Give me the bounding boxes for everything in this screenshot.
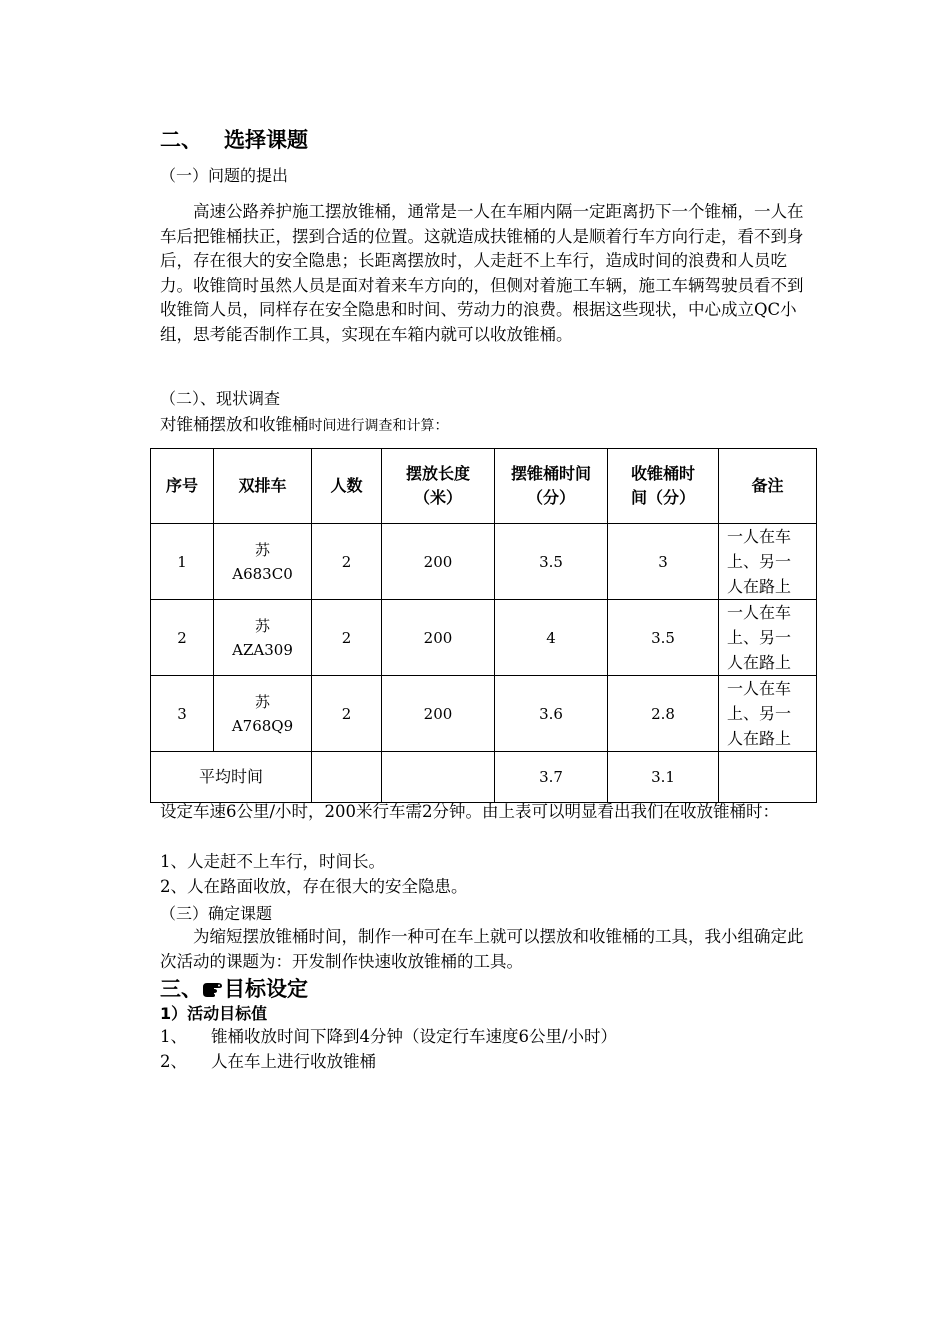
goal-2-number: 2、 <box>160 1052 187 1071</box>
header-collect-line1: 收锥桶时 <box>630 464 695 483</box>
survey-intro-part2: 时间进行调查和计算： <box>308 418 449 434</box>
cell-note <box>719 600 817 676</box>
section3-heading-text: 目标设定 <box>224 977 308 1001</box>
cell-place-time: 3.6 <box>495 676 608 752</box>
cell-collect-time: 2.8 <box>608 676 719 752</box>
point-2: 2、人在路面收放，存在很大的安全隐患。 <box>160 877 468 896</box>
goal-2-text: 人在车上进行收放锥桶 <box>211 1052 376 1071</box>
topic-paragraph: 为缩短摆放锥桶时间，制作一种可在车上就可以摆放和收锥桶的工具，我小组确定此次活动的课题为：开发制作快速收放锥桶的工具。 <box>160 927 804 971</box>
cell-people: 2 <box>312 676 382 752</box>
point-1: 1、人走赶不上车行，时间长。 <box>160 852 385 871</box>
subheading-topic: （三）确定课题 <box>160 904 273 923</box>
cell-length: 200 <box>382 600 495 676</box>
cell-no: 2 <box>151 600 214 676</box>
table-row <box>151 676 817 752</box>
header-vehicle: 双排车 <box>214 449 312 524</box>
table-header-row <box>151 449 817 524</box>
cell-note <box>719 524 817 600</box>
vehicle-province: 苏 <box>254 540 270 559</box>
header-collect-time <box>608 449 719 524</box>
vehicle-plate: A768Q9 <box>231 716 294 735</box>
survey-intro <box>160 411 449 435</box>
cell-length: 200 <box>382 676 495 752</box>
note-line2: 上、另一 <box>727 628 792 647</box>
header-length-line2: （米） <box>413 488 462 507</box>
note-line1: 一人在车 <box>727 603 792 622</box>
problem-paragraph: 高速公路养护施工摆放锥桶，通常是一人在车厢内隔一定距离扔下一个锥桶，一人在车后把锥桶扶正，摆到合适的位置。这就造成扶锥桶的人是顺着行车方向行走，看不到身后，存在很大的安全隐患；长距离摆放时，人走赶不上车行，造成时间的浪费和人员吃力。收锥筒时虽然人员是面对着来车方向的，但侧对着施工车辆，施工车辆驾驶员看不到收锥筒人员，同样存在安全隐患和时间、劳动力的浪费。根据这些现状，中心成立QC小组，思考能否制作工具，实现在车箱内就可以收放锥桶。 <box>160 202 804 344</box>
section3-heading <box>160 973 308 1003</box>
cell-vehicle <box>214 524 312 600</box>
survey-table <box>150 448 817 803</box>
header-place-line1: 摆锥桶时间 <box>510 464 591 483</box>
header-place-time <box>495 449 608 524</box>
cell-no: 3 <box>151 676 214 752</box>
cell-empty <box>719 752 817 803</box>
subheading-problem: （一）问题的提出 <box>160 166 289 185</box>
goal-2 <box>160 1050 376 1075</box>
vehicle-plate: AZA309 <box>232 640 293 659</box>
cell-collect-time: 3 <box>608 524 719 600</box>
cell-collect-time: 3.5 <box>608 600 719 676</box>
header-no: 序号 <box>151 449 214 524</box>
header-note: 备注 <box>719 449 817 524</box>
cell-average-label: 平均时间 <box>151 752 312 803</box>
note-line3: 人在路上 <box>727 729 792 748</box>
cell-note <box>719 676 817 752</box>
cell-length: 200 <box>382 524 495 600</box>
section2-heading-number: 二、 <box>160 128 202 152</box>
vehicle-province: 苏 <box>254 616 270 635</box>
cell-average-collect: 3.1 <box>608 752 719 803</box>
header-place-line2: （分） <box>526 488 575 507</box>
table-row <box>151 524 817 600</box>
note-line2: 上、另一 <box>727 552 792 571</box>
table-average-row <box>151 752 817 803</box>
vehicle-plate: A683C0 <box>232 564 293 583</box>
cell-vehicle <box>214 600 312 676</box>
note-line1: 一人在车 <box>727 527 792 546</box>
header-length-line1: 摆放长度 <box>405 464 470 483</box>
header-people: 人数 <box>312 449 382 524</box>
note-line2: 上、另一 <box>727 704 792 723</box>
goal-1-text: 锥桶收放时间下降到4分钟（设定行车速度6公里/小时） <box>211 1027 618 1046</box>
section2-heading-text: 选择课题 <box>224 128 308 152</box>
pointing-hand-icon <box>202 978 224 998</box>
note-line1: 一人在车 <box>727 679 792 698</box>
cell-average-place: 3.7 <box>495 752 608 803</box>
cell-empty <box>312 752 382 803</box>
cell-place-time: 3.5 <box>495 524 608 600</box>
cell-place-time: 4 <box>495 600 608 676</box>
vehicle-province: 苏 <box>254 692 270 711</box>
goal-1-number: 1、 <box>160 1027 187 1046</box>
cell-people: 2 <box>312 600 382 676</box>
subheading-goal-values: 1）活动目标值 <box>160 1004 268 1023</box>
after-table-paragraph: 设定车速6公里/小时，200米行车需2分钟。由上表可以明显看出我们在收放锥桶时： <box>160 802 780 821</box>
cell-no: 1 <box>151 524 214 600</box>
goal-1 <box>160 1025 617 1050</box>
survey-intro-part1: 对锥桶摆放和收锥桶 <box>160 415 309 434</box>
subheading-survey: （二）、现状调查 <box>160 389 281 408</box>
section3-heading-number: 三、 <box>160 977 202 1001</box>
section2-heading <box>160 124 308 154</box>
note-line3: 人在路上 <box>727 653 792 672</box>
header-length <box>382 449 495 524</box>
cell-empty <box>382 752 495 803</box>
cell-people: 2 <box>312 524 382 600</box>
note-line3: 人在路上 <box>727 577 792 596</box>
table-row <box>151 600 817 676</box>
cell-vehicle <box>214 676 312 752</box>
header-collect-line2: 间（分） <box>630 488 695 507</box>
